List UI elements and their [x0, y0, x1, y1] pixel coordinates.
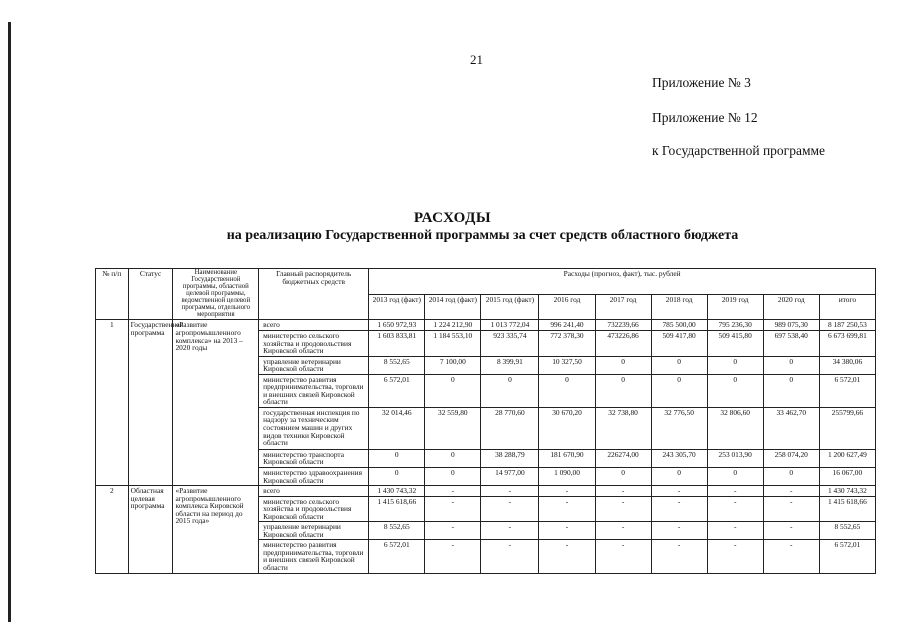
table-cell-value: 1 224 212,90: [425, 320, 481, 331]
table-cell-value: -: [763, 486, 819, 497]
table-cell-value: 1 415 618,66: [819, 496, 875, 522]
table-cell-value: 8 399,91: [481, 356, 539, 374]
appendix-line-1: Приложение № 3: [652, 75, 751, 90]
table-cell-value: -: [595, 486, 651, 497]
table-cell-value: -: [707, 522, 763, 540]
row-budget-admin: управление ветеринарии Кировской области: [259, 522, 369, 540]
header-year: 2019 год: [707, 294, 763, 320]
table-cell-value: 0: [763, 374, 819, 407]
header-program-name: Наименование Государственной программы, областной целевой программы, ведомственной целевой программы, отдельного мероприятия: [173, 269, 259, 320]
page-number: 21: [470, 52, 483, 67]
header-year: 2018 год: [651, 294, 707, 320]
table-cell-value: 8 187 250,53: [819, 320, 875, 331]
table-cell-value: 30 670,20: [539, 407, 595, 449]
table-cell-value: -: [595, 496, 651, 522]
header-num: № п/п: [96, 269, 129, 320]
row-budget-admin: министерство развития предпринимательства, торговли и внешних связей Кировской области: [259, 540, 369, 573]
table-cell-value: 473226,86: [595, 331, 651, 357]
table-cell-value: -: [425, 496, 481, 522]
table-cell-value: 509 417,80: [651, 331, 707, 357]
appendix-line-2: Приложение № 12: [652, 110, 758, 125]
table-cell-value: 989 075,30: [763, 320, 819, 331]
table-cell-value: -: [707, 540, 763, 573]
header-year: 2015 год (факт): [481, 294, 539, 320]
header-year: итого: [819, 294, 875, 320]
table-cell-value: -: [651, 522, 707, 540]
table-cell-value: 6 572,01: [369, 374, 425, 407]
table-cell-value: 0: [595, 374, 651, 407]
table-cell-value: 0: [595, 356, 651, 374]
header-year: 2016 год: [539, 294, 595, 320]
row-program-name: «Развитие агропромышленного комплекса Кировской области на период до 2015 года»: [173, 486, 259, 573]
table-cell-value: 258 074,20: [763, 449, 819, 467]
table-cell-value: 6 572,01: [819, 374, 875, 407]
table-cell-value: 0: [425, 374, 481, 407]
table-cell-value: 0: [651, 356, 707, 374]
table-cell-value: 1 430 743,32: [369, 486, 425, 497]
table-cell-value: -: [481, 540, 539, 573]
table-cell-value: 1 415 618,66: [369, 496, 425, 522]
table-cell-value: 509 415,80: [707, 331, 763, 357]
table-cell-value: 28 770,60: [481, 407, 539, 449]
document-title: РАСХОДЫ: [413, 210, 492, 226]
table-cell-value: -: [481, 496, 539, 522]
row-status: Государственная программа: [128, 320, 173, 486]
table-cell-value: 0: [707, 374, 763, 407]
row-budget-admin: всего: [259, 486, 369, 497]
table-cell-value: -: [539, 522, 595, 540]
header-year: 2020 год: [763, 294, 819, 320]
table-cell-value: 0: [763, 356, 819, 374]
table-cell-value: -: [707, 496, 763, 522]
table-cell-value: -: [425, 522, 481, 540]
table-cell-value: 34 380,06: [819, 356, 875, 374]
table-cell-value: 32 776,50: [651, 407, 707, 449]
header-row-1: [96, 269, 876, 295]
table-cell-value: 8 552,65: [819, 522, 875, 540]
table-cell-value: -: [425, 540, 481, 573]
table-cell-value: 253 013,90: [707, 449, 763, 467]
table-cell-value: 0: [595, 468, 651, 486]
table-cell-value: 0: [481, 374, 539, 407]
table-cell-value: 32 806,60: [707, 407, 763, 449]
table-cell-value: 996 241,40: [539, 320, 595, 331]
table-cell-value: 7 100,00: [425, 356, 481, 374]
table-cell-value: 1 184 553,10: [425, 331, 481, 357]
table-cell-value: -: [651, 540, 707, 573]
header-year: 2014 год (факт): [425, 294, 481, 320]
row-program-name: «Развитие агропромышленного комплекса» на 2013 – 2020 годы: [173, 320, 259, 486]
table-cell-value: -: [425, 486, 481, 497]
table-cell-value: 181 670,90: [539, 449, 595, 467]
table-cell-value: -: [651, 486, 707, 497]
table-cell-value: 1 650 972,93: [369, 320, 425, 331]
table-cell-value: -: [481, 486, 539, 497]
table-cell-value: -: [595, 540, 651, 573]
row-budget-admin: министерство развития предпринимательства, торговли и внешних связей Кировской области: [259, 374, 369, 407]
table-cell-value: 0: [425, 468, 481, 486]
header-budget-admin: Главный распорядитель бюджетных средств: [259, 269, 369, 320]
table-cell-value: 1 090,00: [539, 468, 595, 486]
document-subtitle: на реализацию Государственной программы за счет средств областного бюджета: [226, 228, 739, 243]
table-cell-value: -: [539, 540, 595, 573]
table-cell-value: 6 673 699,81: [819, 331, 875, 357]
table-cell-value: 14 977,00: [481, 468, 539, 486]
table-cell-value: 0: [651, 374, 707, 407]
header-year: 2017 год: [595, 294, 651, 320]
row-number: 1: [96, 320, 129, 486]
row-budget-admin: управление ветеринарии Кировской области: [259, 356, 369, 374]
table-cell-value: -: [539, 486, 595, 497]
table-cell-value: 732239,66: [595, 320, 651, 331]
table-cell-value: 6 572,01: [819, 540, 875, 573]
table-cell-value: 1 013 772,04: [481, 320, 539, 331]
row-budget-admin: министерство транспорта Кировской области: [259, 449, 369, 467]
appendix-line-3: к Государственной программе: [652, 143, 826, 158]
table-cell-value: 0: [425, 449, 481, 467]
table-cell-value: -: [707, 486, 763, 497]
table-cell-value: 255799,66: [819, 407, 875, 449]
table-cell-value: -: [763, 522, 819, 540]
table-cell-value: 0: [763, 468, 819, 486]
table-cell-value: -: [595, 522, 651, 540]
table-cell-value: 795 236,30: [707, 320, 763, 331]
table-row: [96, 486, 876, 497]
header-year: 2013 год (факт): [369, 294, 425, 320]
row-budget-admin: министерство сельского хозяйства и продовольствия Кировской области: [259, 496, 369, 522]
row-budget-admin: всего: [259, 320, 369, 331]
table-cell-value: 243 305,70: [651, 449, 707, 467]
table-cell-value: 785 500,00: [651, 320, 707, 331]
row-number: 2: [96, 486, 129, 573]
table-cell-value: 0: [707, 356, 763, 374]
table-cell-value: 32 014,46: [369, 407, 425, 449]
header-expenses: Расходы (прогноз, факт), тыс. рублей: [369, 269, 876, 295]
table-cell-value: 1 200 627,49: [819, 449, 875, 467]
table-cell-value: -: [651, 496, 707, 522]
table-cell-value: 226274,00: [595, 449, 651, 467]
table-cell-value: 38 288,79: [481, 449, 539, 467]
page-edge-line: [8, 22, 11, 622]
table-cell-value: -: [481, 522, 539, 540]
row-status: Областная целевая программа: [128, 486, 173, 573]
row-budget-admin: министерство сельского хозяйства и продовольствия Кировской области: [259, 331, 369, 357]
table-cell-value: 0: [651, 468, 707, 486]
row-budget-admin: министерство здравоохранения Кировской области: [259, 468, 369, 486]
table-cell-value: 8 552,65: [369, 522, 425, 540]
table-cell-value: 0: [707, 468, 763, 486]
table-cell-value: 1 603 833,81: [369, 331, 425, 357]
table-cell-value: 10 327,50: [539, 356, 595, 374]
table-cell-value: 697 538,40: [763, 331, 819, 357]
table-cell-value: 16 067,00: [819, 468, 875, 486]
table-cell-value: 0: [539, 374, 595, 407]
row-budget-admin: государственная инспекция по надзору за техническим состоянием машин и других видов техники Кировской области: [259, 407, 369, 449]
table-cell-value: -: [539, 496, 595, 522]
header-status: Статус: [128, 269, 173, 320]
expenses-table: [95, 268, 876, 574]
table-cell-value: 0: [369, 468, 425, 486]
table-cell-value: 1 430 743,32: [819, 486, 875, 497]
table-cell-value: 8 552,65: [369, 356, 425, 374]
table-row: [96, 320, 876, 331]
table-cell-value: 923 335,74: [481, 331, 539, 357]
table-cell-value: 32 738,80: [595, 407, 651, 449]
table-cell-value: 33 462,70: [763, 407, 819, 449]
table-cell-value: -: [763, 540, 819, 573]
table-cell-value: 0: [369, 449, 425, 467]
table-cell-value: 6 572,01: [369, 540, 425, 573]
table-cell-value: 772 378,30: [539, 331, 595, 357]
table-cell-value: 32 559,80: [425, 407, 481, 449]
table-cell-value: -: [763, 496, 819, 522]
